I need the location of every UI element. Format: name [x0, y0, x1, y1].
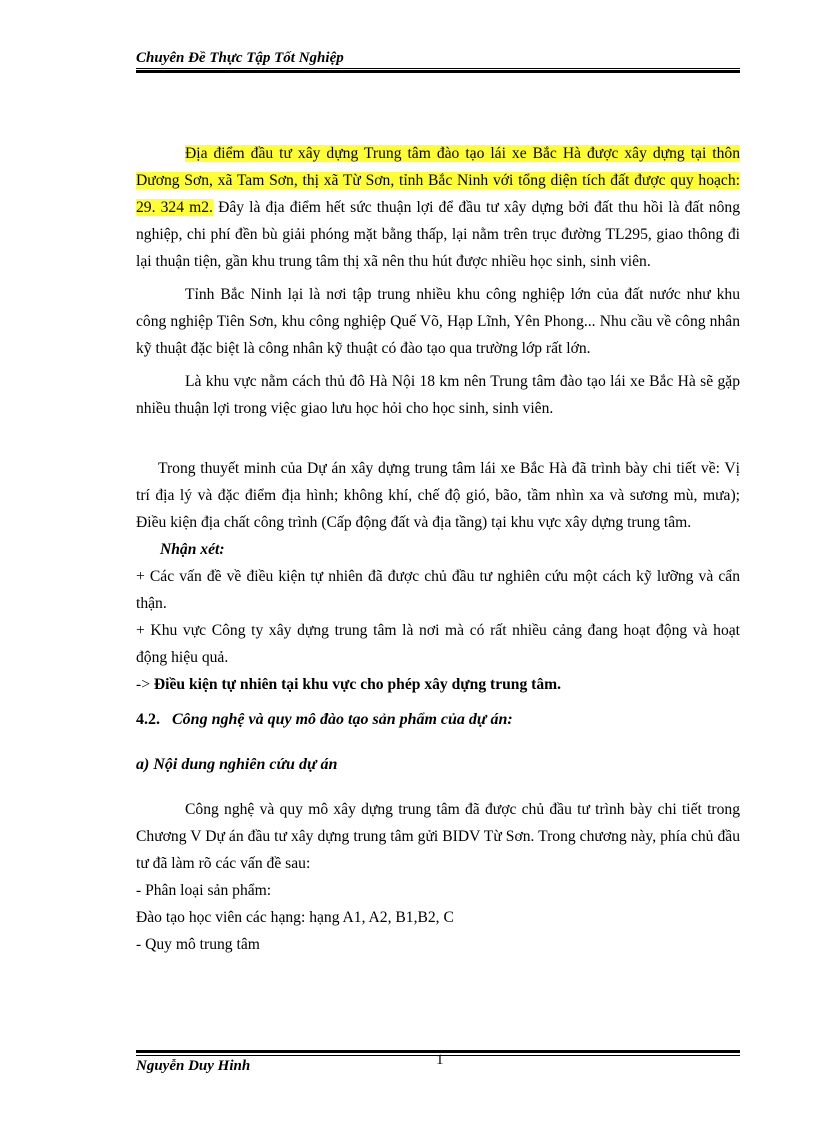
- remark-label: Nhận xét:: [160, 541, 225, 558]
- list-line-product-type: - Phân loại sản phẩm:: [136, 882, 272, 899]
- conclusion-text: Điều kiện tự nhiên tại khu vực cho phép xây dựng trung tâm.: [150, 676, 562, 693]
- header-rule-thick: [136, 70, 740, 73]
- page-number: 1: [436, 1052, 444, 1068]
- footer-author: Nguyễn Duy Hinh: [136, 1058, 251, 1074]
- conclusion-line: [136, 671, 740, 698]
- page-header-title: Chuyên Đề Thực Tập Tốt Nghiệp: [136, 50, 344, 66]
- section-heading-4-2: [136, 706, 740, 733]
- paragraph-technology: Công nghệ và quy mô xây dựng trung tâm đã được chủ đầu tư trình bày chi tiết trong Chương V Dự án đầu tư xây dựng trung tâm gửi BIDV Từ Sơn. Trong chương này, phía chủ đầu tư đã làm rõ các vấn đề sau:: [136, 801, 740, 872]
- conclusion-arrow: ->: [136, 676, 150, 693]
- list-line-license-classes: Đào tạo học viên các hạng: hạng A1, A2, B1,B2, C: [136, 909, 454, 926]
- highlighted-text: Địa điểm đầu tư xây dựng Trung tâm đào tạo lái xe Bắc Hà được xây dựng tại thôn Dương Sơn, xã Tam Sơn, thị xã Từ Sơn, tỉnh Bắc Ninh với tổng diện tích đất được quy hoạch: 29. 324 m2.: [136, 145, 740, 216]
- remark-bullet-2: + Khu vực Công ty xây dựng trung tâm là nơi mà có rất nhiều cảng đang hoạt động và hoạt động hiệu quả.: [136, 622, 740, 666]
- paragraph-industrial-zones: Tỉnh Bắc Ninh lại là nơi tập trung nhiều khu công nghiệp lớn của đất nước như khu công nghiệp Tiên Sơn, khu công nghiệp Quế Võ, Hạp Lĩnh, Yên Phong... Nhu cầu về công nhân kỹ thuật đặc biệt là công nhân kỹ thuật có đào tạo qua trường lớp rất lớn.: [136, 286, 740, 357]
- section-title: Công nghệ và quy mô đào tạo sản phẩm của dự án:: [172, 711, 513, 728]
- paragraph-distance: Là khu vực nằm cách thủ đô Hà Nội 18 km nên Trung tâm đào tạo lái xe Bắc Hà sẽ gặp nhiều thuận lợi trong việc giao lưu học hỏi cho học sinh, sinh viên.: [136, 373, 740, 417]
- header-rule-thin: [136, 68, 740, 69]
- list-line-center-scale: - Quy mô trung tâm: [136, 936, 260, 953]
- document-body: [136, 140, 740, 958]
- paragraph-location: [136, 140, 740, 275]
- paragraph-project-description: Trong thuyết minh của Dự án xây dựng trung tâm lái xe Bắc Hà đã trình bày chi tiết về: Vị trí địa lý và đặc điểm địa hình; không khí, chế độ gió, bão, tầm nhìn xa và sương mù, mưa); Điều kiện địa chất công trình (Cấp động đất và địa tầng) tại khu vực xây dựng trung tâm.: [136, 460, 740, 531]
- paragraph-location-rest: Đây là địa điểm hết sức thuận lợi để đầu tư xây dựng bởi đất thu hồi là đất nông nghiệp, chi phí đền bù giải phóng mặt bằng thấp, lại nằm trên trục đường TL295, giao thông đi lại thuận tiện, gần khu trung tâm thị xã nên thu hút được nhiều học sinh, sinh viên.: [136, 199, 740, 270]
- subsection-heading-a: a) Nội dung nghiên cứu dự án: [136, 756, 338, 773]
- section-number: 4.2.: [136, 711, 160, 728]
- remark-bullet-1: + Các vấn đề về điều kiện tự nhiên đã được chủ đầu tư nghiên cứu một cách kỹ lưỡng và cẩn thận.: [136, 568, 740, 612]
